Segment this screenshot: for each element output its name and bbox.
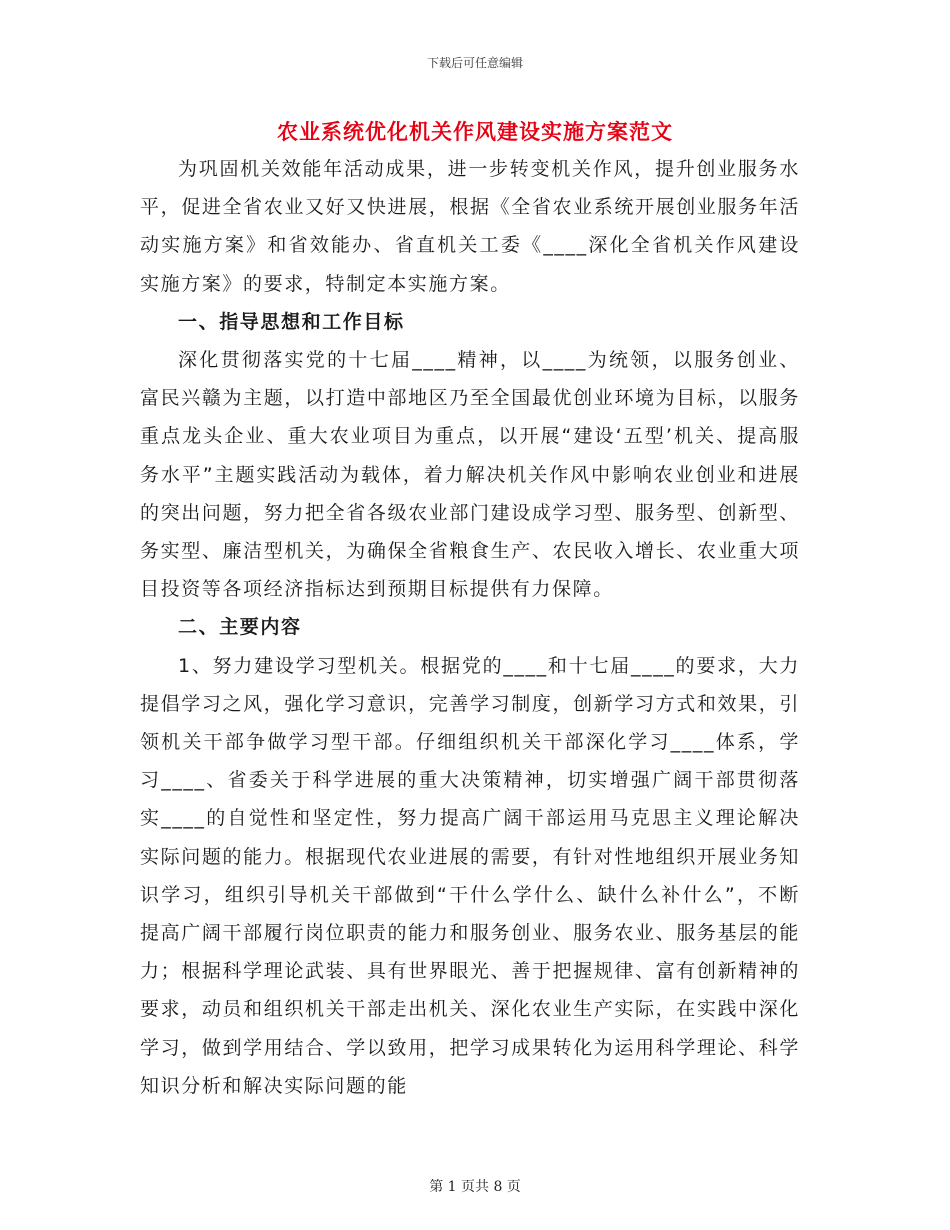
page-number: 第 1 页共 8 页 (429, 1179, 521, 1195)
intro-paragraph: 为巩固机关效能年活动成果，进一步转变机关作风，提升创业服务水平，促进全省农业又好又快进展，根据《全省农业系统开展创业服务年活动实施方案》和省效能办、省直机关工委《____深化全省机关作风建设实施方案》的要求，特制定本实施方案。 (140, 158, 800, 295)
guiding-thought-paragraph: 深化贯彻落实党的十七届____精神，以____为统领，以服务创业、富民兴赣为主题，以打造中部地区乃至全国最优创业环境为目标，以服务重点龙头企业、重大农业项目为重点，以开展“建设‘五型’机关、提高服务水平”主题实践活动为载体，着力解决机关作风中影响农业创业和进展的突出问题，努力把全省各级农业部门建设成学习型、服务型、创新型、务实型、廉洁型机关，为确保全省粮食生产、农民收入增长、农业重大项目投资等各项经济指标达到预期目标提供有力保障。 (140, 349, 800, 601)
section-heading-main-content: 二、主要内容 (178, 616, 302, 639)
section-heading-guiding-thought: 一、指导思想和工作目标 (178, 310, 405, 333)
document-body (140, 150, 800, 1105)
document-title: 农业系统优化机关作风建设实施方案范文 (277, 120, 673, 144)
learning-organ-paragraph: 1、努力建设学习型机关。根据党的____和十七届____的要求，大力提倡学习之风，强化学习意识，完善学习制度，创新学习方式和效果，引领机关干部争做学习型干部。仔细组织机关干部深化学习____体系，学习____、省委关于科学进展的重大决策精神，切实增强广阔干部贯彻落实____的自觉性和坚定性，努力提高广阔干部运用马克思主义理论解决实际问题的能力。根据现代农业进展的需要，有针对性地组织开展业务知识学习，组织引导机关干部做到“干什么学什么、缺什么补什么”，不断提高广阔干部履行岗位职责的能力和服务创业、服务农业、服务基层的能力；根据科学理论武装、具有世界眼光、善于把握规律、富有创新精神的要求，动员和组织机关干部走出机关、深化农业生产实际，在实践中深化学习，做到学用结合、学以致用，把学习成果转化为运用科学理论、科学知识分析和解决实际问题的能 (140, 654, 800, 1097)
header-note: 下载后可任意编辑 (426, 56, 523, 70)
